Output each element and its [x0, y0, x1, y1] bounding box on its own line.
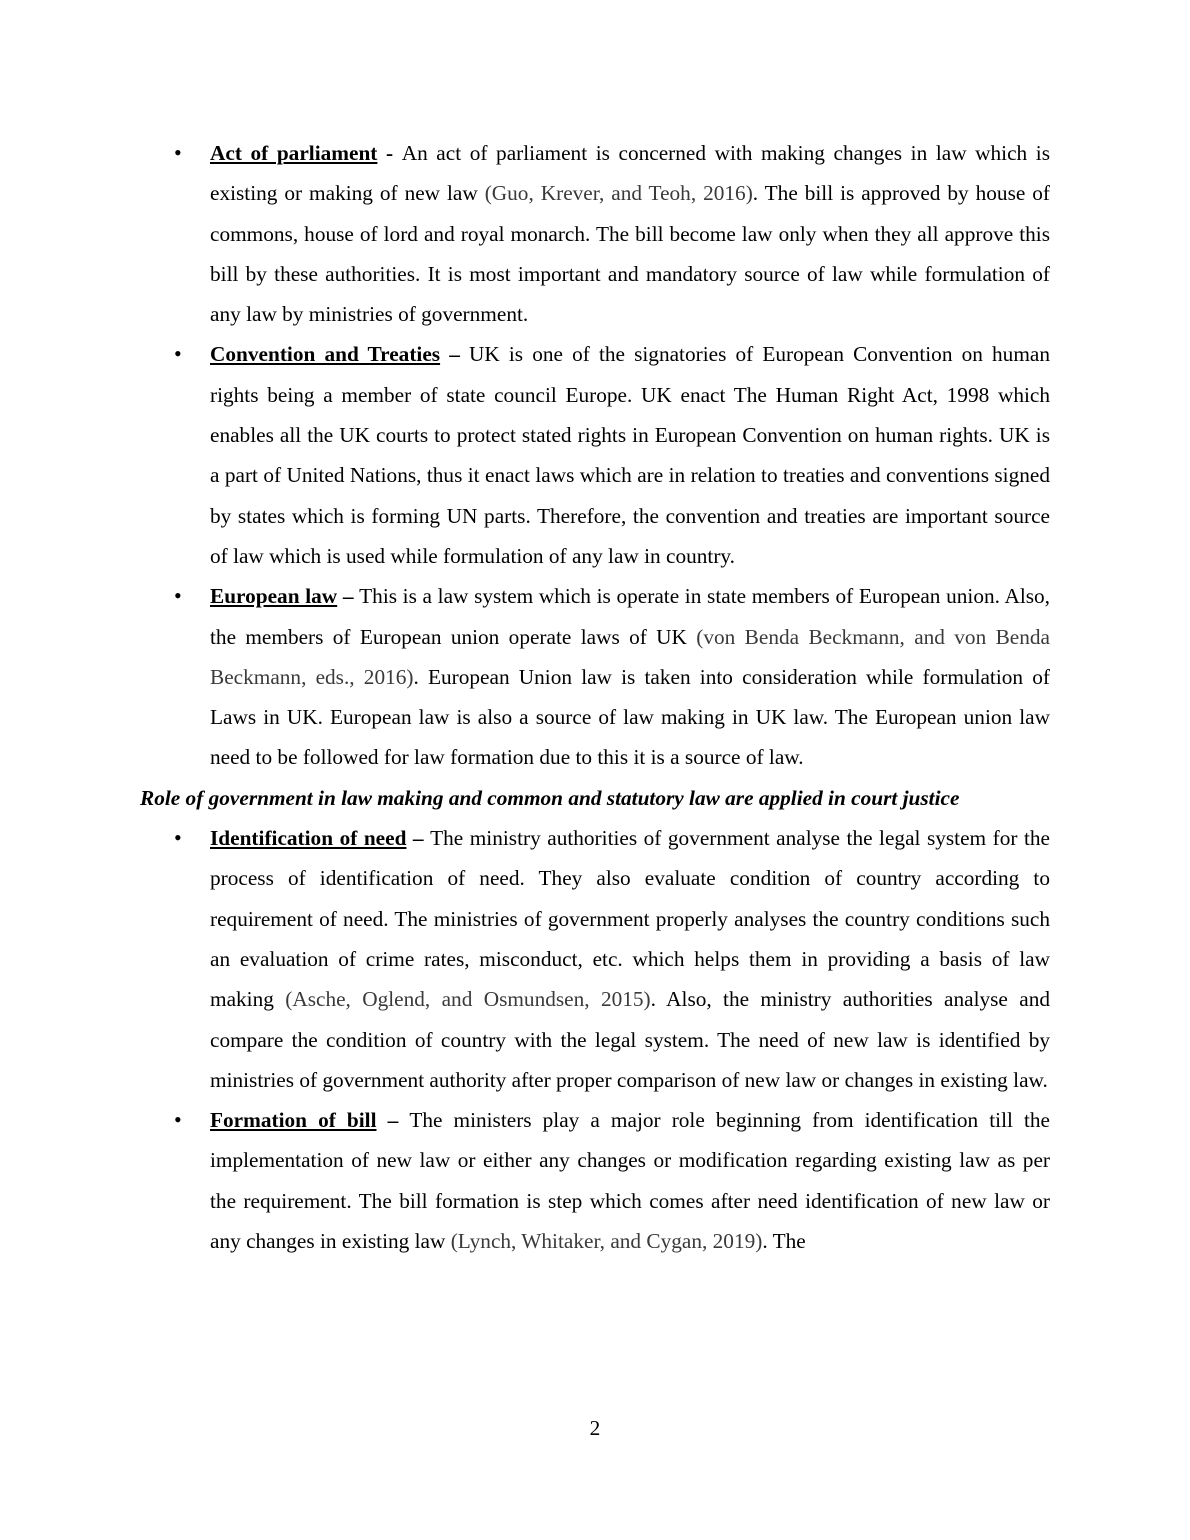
item-term: Formation of bill [210, 1108, 377, 1133]
page-content [140, 133, 1050, 1261]
bullet-icon: • [174, 140, 182, 165]
bullet-icon: • [174, 1107, 182, 1133]
citation: (Lynch, Whitaker, and Cygan, 2019) [450, 1229, 763, 1254]
list-item-european-law [140, 576, 1050, 777]
item-text: The ministers play a major role beginning from identification till the implementation of new law or either any changes or modification regarding existing law as per the requirement. The bill formation is step which comes after need identification of new law or any changes in existing law [210, 1108, 1050, 1254]
section-heading: Role of government in law making and common and statutory law are applied in court justice [140, 785, 960, 810]
item-separator: – [376, 1108, 410, 1133]
item-term: Convention and Treaties [210, 342, 441, 367]
item-term: Identification of need [210, 826, 407, 851]
item-text: The ministry authorities of government analyse the legal system for the process of identification of need. They also evaluate condition of country according to requirement of need. The ministries of government properly analyses the country conditions such an evaluation of crime rates, misconduct, etc. which helps them in providing a basis of law making [210, 826, 1050, 1012]
item-separator: – [440, 342, 469, 367]
item-text: An act of parliament is concerned with making changes in law which is existing or making of new law [210, 141, 1050, 206]
list-item-act-of-parliament [140, 133, 1050, 334]
government-role-list [140, 818, 1050, 1261]
item-text: . The bill is approved by house of commons, house of lord and royal monarch. The bill become law only when they all approve this bill by these authorities. It is most important and mandatory source of law while formulation of any law by ministries of government. [210, 181, 1051, 327]
item-separator: – [406, 826, 431, 851]
citation: (Asche, Oglend, and Osmundsen, 2015) [285, 987, 651, 1012]
item-separator: - [377, 141, 402, 165]
bullet-icon: • [174, 583, 182, 609]
list-item-identification-of-need [140, 818, 1050, 1100]
list-item-formation-of-bill [140, 1100, 1050, 1261]
page-number: 2 [589, 1416, 601, 1440]
bullet-icon: • [174, 341, 182, 367]
item-term: Act of parliament [210, 141, 378, 165]
item-text: This is a law system which is operate in state members of European union. Also, the members of European union operate laws of UK [210, 584, 1051, 649]
item-text: . Also, the ministry authorities analyse and compare the condition of country with the legal system. The need of new law is identified by ministries of government authority after proper comparison of new law or changes in existing law. [210, 987, 1050, 1092]
item-separator: – [337, 584, 360, 609]
citation: (Guo, Krever, and Teoh, 2016) [484, 181, 753, 206]
item-term: European law [210, 584, 338, 609]
item-text: . The [762, 1229, 806, 1254]
sources-of-law-list [140, 133, 1050, 778]
bullet-icon: • [174, 825, 182, 851]
item-text: UK is one of the signatories of European Convention on human rights being a member of state council Europe. UK enact The Human Right Act, 1998 which enables all the UK courts to protect stated rights in European Convention on human rights. UK is a part of United Nations, thus it enact laws which are in relation to treaties and conventions signed by states which is forming UN parts. Therefore, the convention and treaties are important source of law which is used while formulation of any law in country. [210, 342, 1050, 568]
list-item-convention-and-treaties [140, 334, 1050, 576]
citation: (von Benda Beckmann, and von Benda Beckmann, eds., 2016) [210, 624, 1050, 689]
item-text: . European Union law is taken into consideration while formulation of Laws in UK. European law is also a source of law making in UK law. The European union law need to be followed for law formation due to this it is a source of law. [210, 664, 1050, 770]
